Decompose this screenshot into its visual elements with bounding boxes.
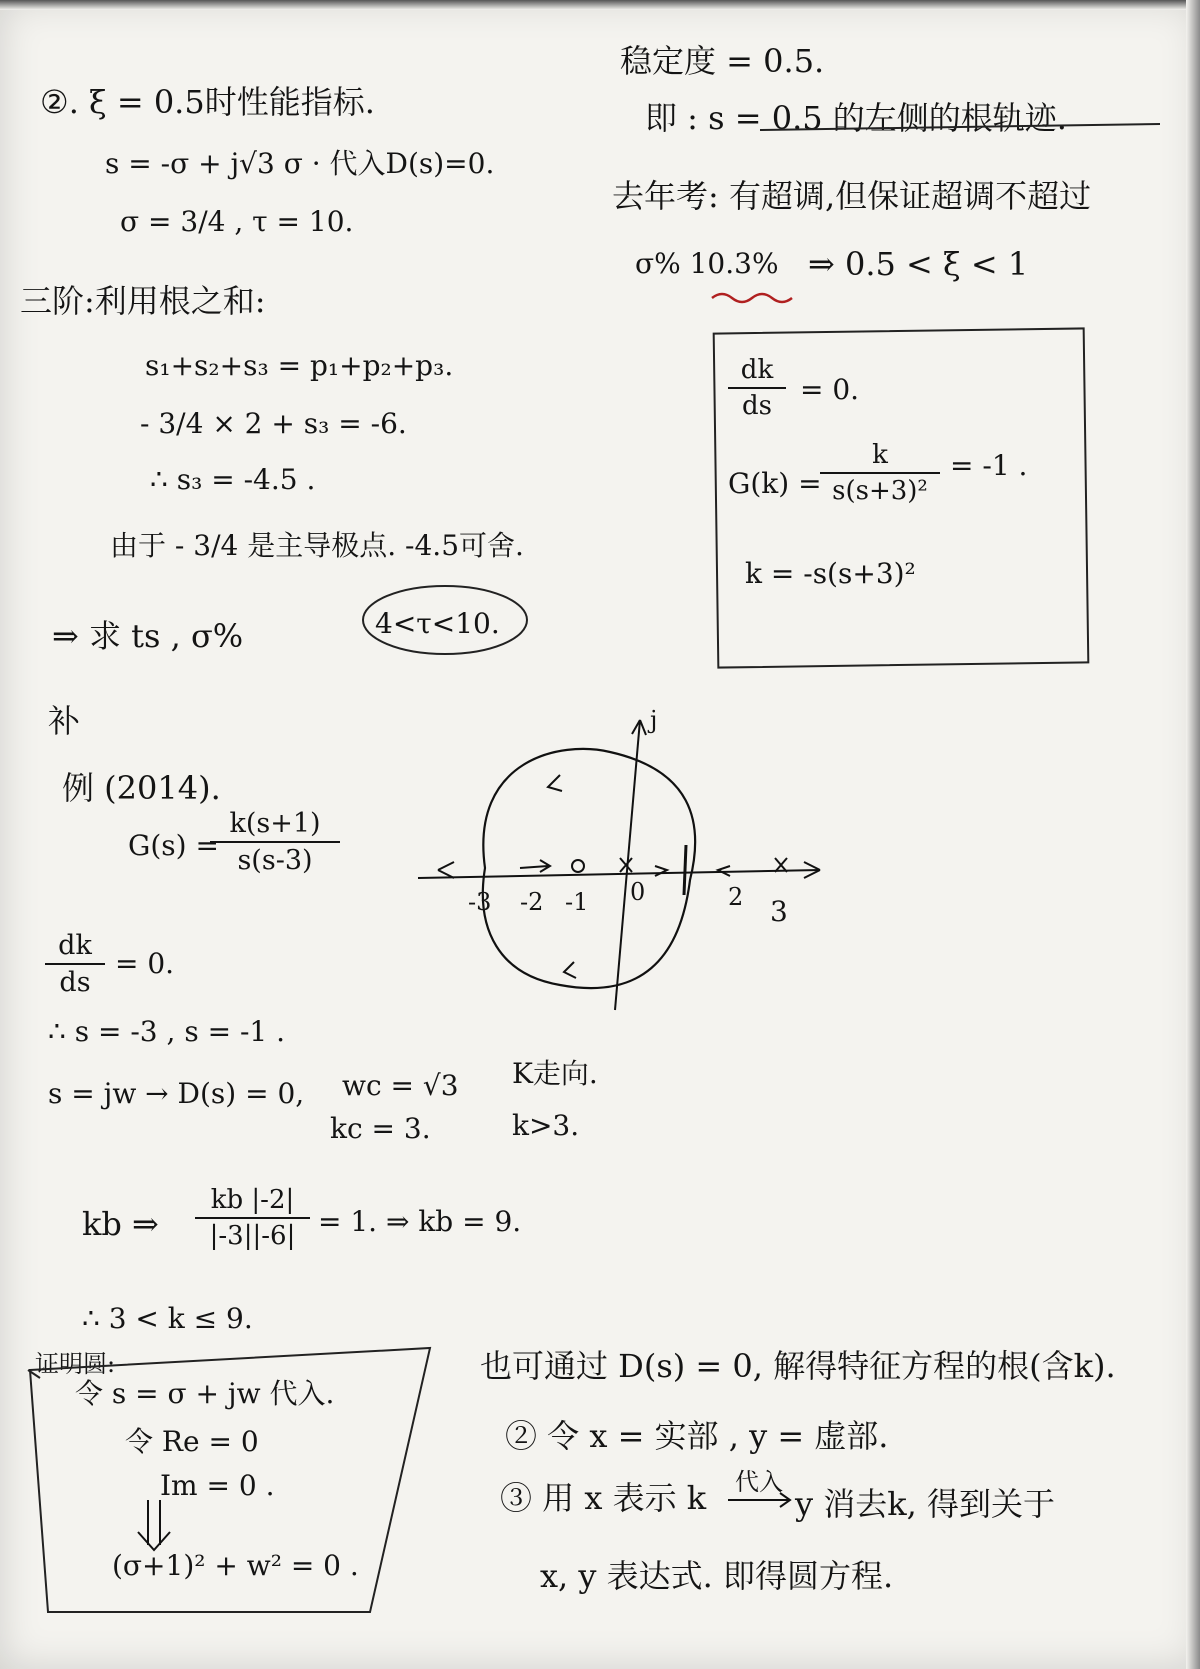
imag-axis xyxy=(615,720,640,1010)
supplement-mark: 补 xyxy=(48,702,81,740)
root-locus-plot xyxy=(418,720,820,1010)
locus-direction-arrow xyxy=(548,775,562,791)
kb-lhs: kb ⇒ xyxy=(82,1205,159,1243)
box-g-denominator: s(s+3)² xyxy=(832,476,928,506)
red-squiggle xyxy=(712,294,792,302)
tick-3: 3 xyxy=(770,895,788,928)
circled-tau-range: 4<τ<10. xyxy=(375,607,500,640)
jw-substitution: s = jw → D(s) = 0, xyxy=(48,1077,305,1110)
breakaway-roots: ∴ s = -3 , s = -1 . xyxy=(48,1015,286,1048)
kb-numerator: kb |-2| xyxy=(210,1185,295,1215)
g-numerator: k(s+1) xyxy=(229,808,321,839)
k-range: ∴ 3 < k ≤ 9. xyxy=(82,1302,253,1335)
proof-imag-zero: Im = 0 . xyxy=(160,1469,275,1502)
pole-marker xyxy=(620,858,632,872)
tick-0: 0 xyxy=(630,878,646,906)
locus-direction-arrow xyxy=(564,962,576,978)
dk-numerator: dk xyxy=(58,930,92,961)
dk-denominator: ds xyxy=(59,967,91,998)
root-sum-equation: s₁+s₂+s₃ = p₁+p₂+p₃. xyxy=(145,349,454,382)
alt-step-3a: ③ 用 x 表示 k xyxy=(500,1479,707,1517)
box-dk-denominator: ds xyxy=(742,391,772,421)
proof-box xyxy=(30,1348,430,1612)
dominant-pole-note: 由于 - 3/4 是主导极点. -4.5可舍. xyxy=(110,529,524,562)
boundary-tick xyxy=(684,845,686,895)
k-greater-3: k>3. xyxy=(512,1109,580,1142)
s3-result: ∴ s₃ = -4.5 . xyxy=(150,463,316,496)
alt-step-3b: y 消去k, 得到关于 xyxy=(795,1485,1055,1523)
zero-marker xyxy=(572,860,584,872)
damping-range: ⇒ 0.5 < ξ < 1 xyxy=(808,245,1029,283)
third-order-heading: 三阶:利用根之和: xyxy=(20,282,266,320)
circle-annotation xyxy=(363,586,527,654)
proof-circle-title: 证明圆: xyxy=(35,1350,116,1378)
box-g-lhs: G(k) = xyxy=(728,467,822,500)
box-dk-numerator: dk xyxy=(740,355,774,385)
alt-substitute-arrow-label: 代入 xyxy=(735,1468,783,1496)
alternative-method: 也可通过 D(s) = 0, 解得特征方程的根(含k). xyxy=(480,1347,1116,1385)
performance-heading: ②. ξ = 0.5时性能指标. xyxy=(40,83,375,121)
k-direction: K走向. xyxy=(512,1057,598,1090)
example-title: 例 (2014). xyxy=(62,769,221,807)
box-g-numerator: k xyxy=(872,440,888,470)
proof-substitute: 令 s = σ + jw 代入. xyxy=(75,1377,335,1410)
tick-neg1: -1 xyxy=(565,888,589,916)
kb-result: = 1. ⇒ kb = 9. xyxy=(318,1205,522,1238)
implies-down-arrow xyxy=(138,1500,170,1550)
imag-axis-label: j xyxy=(650,706,658,734)
box-k-expression: k = -s(s+3)² xyxy=(745,557,916,590)
alt-step-2: ② 令 x = 实部 , y = 虚部. xyxy=(505,1417,889,1455)
dk-equals-zero: = 0. xyxy=(115,947,175,980)
substitute-arrow xyxy=(728,1493,790,1507)
box-dk-equals-zero: = 0. xyxy=(800,373,860,406)
substitution-line: s = -σ + j√3 σ · 代入D(s)=0. xyxy=(105,147,495,180)
axis-arrow-left xyxy=(438,862,454,878)
g-lhs: G(s) = xyxy=(128,829,219,862)
tick-neg2: -2 xyxy=(520,888,544,916)
find-ts-overshoot: ⇒ 求 ts , σ% xyxy=(52,617,244,655)
branch-arrow xyxy=(655,866,667,876)
sigma-tau-line: σ = 3/4 , τ = 10. xyxy=(120,205,354,238)
proof-real-zero: 令 Re = 0 xyxy=(125,1425,259,1458)
circle-equation: (σ+1)² + w² = 0 . xyxy=(112,1549,359,1582)
tick-neg3: -3 xyxy=(468,888,492,916)
last-year-exam: 去年考: 有超调,但保证超调不超过 xyxy=(612,177,1092,215)
alt-step-4: x, y 表达式. 即得圆方程. xyxy=(540,1557,894,1595)
real-axis xyxy=(418,870,820,878)
underline xyxy=(760,124,1160,130)
g-denominator: s(s-3) xyxy=(237,845,313,876)
root-sum-substituted: - 3/4 × 2 + s₃ = -6. xyxy=(140,407,407,440)
kb-denominator: |-3||-6| xyxy=(209,1221,296,1251)
branch-arrow xyxy=(520,860,550,872)
tick-2: 2 xyxy=(728,883,744,911)
overshoot-value: σ% 10.3% xyxy=(635,247,779,280)
stability-margin: 稳定度 = 0.5. xyxy=(620,42,825,80)
wc-value: wc = √3 xyxy=(342,1069,459,1102)
left-of-half-note: 即 : s = 0.5 的左侧的根轨迹. xyxy=(645,99,1067,137)
kc-value: kc = 3. xyxy=(330,1112,431,1145)
box-g-rhs: = -1 . xyxy=(950,449,1028,482)
